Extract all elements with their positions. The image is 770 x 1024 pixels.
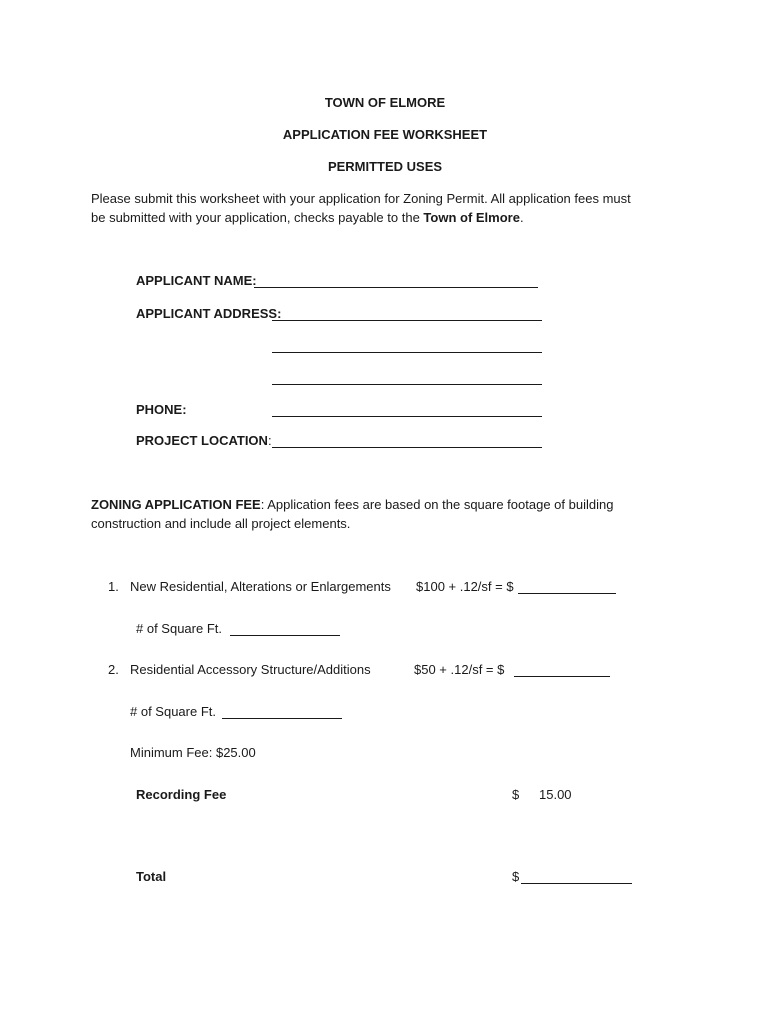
item-2-sqft-field[interactable] (222, 718, 342, 719)
applicant-address-field-3[interactable] (272, 384, 542, 385)
applicant-address-field-1[interactable] (272, 320, 542, 321)
minimum-fee: Minimum Fee: $25.00 (130, 745, 256, 760)
phone-field[interactable] (272, 416, 542, 417)
intro-line-1: Please submit this worksheet with your application for Zoning Permit. All application fees must (91, 191, 631, 206)
item-2-sqft-label: # of Square Ft. (130, 704, 216, 719)
recording-fee-currency: $ (512, 787, 520, 802)
item-1-number: 1. (108, 579, 119, 594)
applicant-address-field-2[interactable] (272, 352, 542, 353)
zoning-fee-line-1 (91, 497, 613, 513)
zoning-fee-heading: ZONING APPLICATION FEE (91, 497, 261, 512)
item-1-label: New Residential, Alterations or Enlargements (130, 579, 391, 594)
total-amount-field[interactable] (521, 883, 632, 884)
zoning-fee-text: : Application fees are based on the square footage of building (260, 497, 614, 512)
item-1-sqft-label: # of Square Ft. (136, 621, 222, 636)
applicant-address-label: APPLICANT ADDRESS: (136, 306, 282, 321)
intro-line-2 (91, 210, 524, 226)
project-location-colon: : (267, 433, 272, 448)
item-1-amount-field[interactable] (518, 593, 616, 594)
town-name-bold: Town of Elmore (423, 210, 520, 225)
project-location-field[interactable] (272, 447, 542, 448)
permitted-uses-title: PERMITTED USES (327, 159, 443, 174)
project-location-label-text: PROJECT LOCATION (136, 433, 268, 448)
intro-period: . (519, 210, 524, 225)
recording-fee-label: Recording Fee (136, 787, 227, 802)
item-2-label: Residential Accessory Structure/Additions (130, 662, 371, 677)
worksheet-title: APPLICATION FEE WORKSHEET (282, 127, 488, 142)
phone-label: PHONE: (136, 402, 187, 417)
town-title: TOWN OF ELMORE (324, 95, 446, 110)
applicant-name-field[interactable] (254, 287, 538, 288)
zoning-fee-line-2: construction and include all project elements. (91, 516, 351, 531)
item-1-sqft-field[interactable] (230, 635, 340, 636)
recording-fee-amount: 15.00 (539, 787, 572, 802)
item-2-number: 2. (108, 662, 119, 677)
item-2-formula: $50 + .12/sf = $ (414, 662, 505, 677)
item-1-formula: $100 + .12/sf = $ (416, 579, 514, 594)
total-label: Total (136, 869, 167, 884)
intro-line-2-text: be submitted with your application, checks payable to the (91, 210, 424, 225)
item-2-amount-field[interactable] (514, 676, 610, 677)
applicant-name-label: APPLICANT NAME: (136, 273, 257, 288)
project-location-label (136, 433, 272, 449)
total-currency: $ (512, 869, 520, 884)
